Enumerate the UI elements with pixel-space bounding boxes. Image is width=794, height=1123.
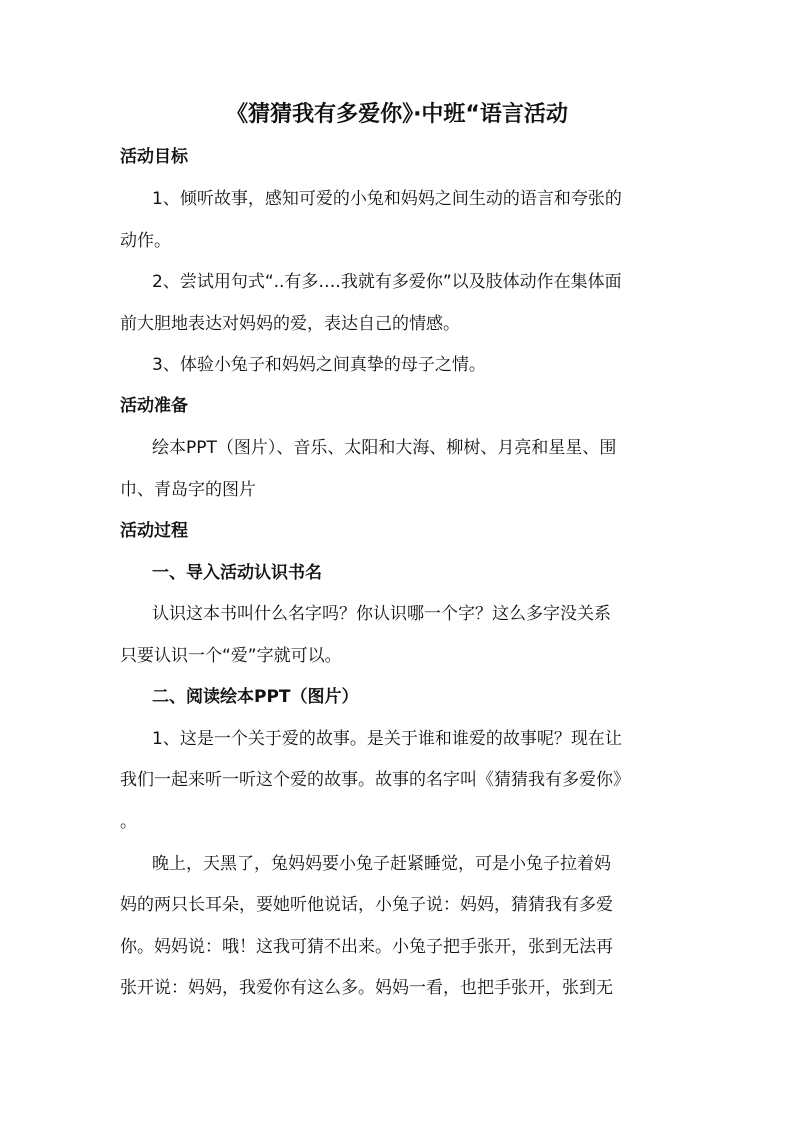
paragraph-line: 绘本PPT（图片）、音乐、太阳和大海、柳树、月亮和星星、围: [152, 438, 617, 458]
paragraph-line: 动作。: [120, 231, 171, 251]
paragraph-line: 1、这是一个关于爱的故事。是关于谁和谁爱的故事呢？现在让: [152, 729, 622, 749]
paragraph-line: 认识这本书叫什么名字吗？你认识哪一个字？这么多字没关系: [152, 604, 611, 624]
heading-prep: 活动准备: [120, 396, 188, 416]
paragraph-line: 只要认识一个“爱”字就可以。: [120, 646, 342, 666]
paragraph-line: 3、体验小兔子和妈妈之间真挚的母子之情。: [152, 355, 486, 375]
paragraph-line: 张开说：妈妈，我爱你有这么多。妈妈一看，也把手张开，张到无: [120, 978, 613, 998]
heading-goals: 活动目标: [120, 147, 188, 167]
paragraph-line: 我们一起来听一听这个爱的故事。故事的名字叫《猜猜我有多爱你》: [120, 770, 630, 790]
paragraph-line: 2、尝试用句式“..有多….我就有多爱你”以及肢体动作在集体面: [152, 272, 622, 292]
paragraph-line: 晚上，天黑了，兔妈妈要小兔子赶紧睡觉，可是小兔子拉着妈: [152, 854, 611, 874]
paragraph-line: 1、倾听故事，感知可爱的小兔和妈妈之间生动的语言和夸张的: [152, 189, 622, 209]
heading-process: 活动过程: [120, 521, 188, 541]
paragraph-line: 前大胆地表达对妈妈的爱，表达自己的情感。: [120, 314, 460, 334]
document-title: 《猜猜我有多爱你》·中班“语言活动: [226, 102, 568, 127]
paragraph-line: 你。妈妈说：哦！这我可猜不出来。小兔子把手张开，张到无法再: [120, 937, 613, 957]
paragraph-line: 。: [120, 812, 137, 832]
subheading-part1: 一、导入活动认识书名: [152, 563, 322, 583]
paragraph-line: 巾、青岛字的图片: [120, 480, 256, 500]
subheading-part2: 二、阅读绘本PPT（图片）: [152, 687, 359, 707]
paragraph-line: 妈的两只长耳朵，要她听他说话，小兔子说：妈妈，猜猜我有多爱: [120, 895, 613, 915]
